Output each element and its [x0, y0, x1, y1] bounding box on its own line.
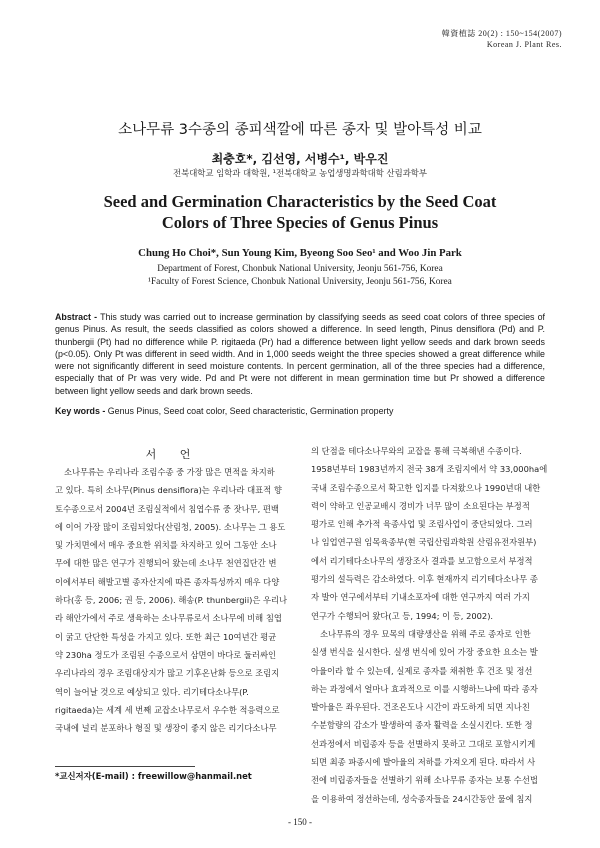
body-line: 이에서부터 해발고별 종자산지에 따른 종자특성까지 매우 다양 [55, 576, 280, 587]
korean-authors: 최충호*, 김선영, 서병수¹, 박우진 [211, 152, 389, 166]
body-line: 및 가치면에서 매우 중요한 위치를 차지하고 있어 그동안 소나 [55, 540, 277, 551]
body-line: 아율이라 할 수 있는데, 실제로 종자를 채취한 후 건조 및 정선 [311, 665, 533, 676]
abstract-line: Pr showed a difference between light yellow seeds and dark brown seeds. [55, 373, 545, 396]
english-authors: Chung Ho Choi*, Sun Young Kim, Byeong Soo Seo¹ and Woo Jin Park [138, 247, 462, 259]
keywords [55, 406, 545, 416]
body-line: 토수종으로서 2004년 조림실적에서 침엽수류 중 잣나무, 편백 [55, 503, 279, 514]
body-line: rigitaeda)는 세계 세 번째 교잡소나무로서 우수한 적응력으로 [55, 704, 280, 715]
abstract-line: thunbergii (Pt) had no difference while P. rigitaeda (Pr) had a difference between light yellow seeds and dark brown [55, 336, 519, 347]
left-column [55, 463, 291, 737]
body-line: 국내 조림수종으로서 확고한 입지를 다져왔으나 1990년대 내한 [311, 482, 541, 493]
body-line: 연구가 수행되어 왔다(고 등, 1994; 이 등, 2002). [311, 610, 494, 621]
keywords-label: Key words - [55, 406, 106, 416]
english-affiliation [0, 263, 600, 289]
english-affiliation-2: ¹Faculty of Forest Science, Chonbuk National University, Jeonju 561-756, Korea [148, 277, 452, 287]
body-line: 약 230ha 정도가 조림된 수종으로서 삼면이 바다로 둘러싸인 [55, 649, 276, 660]
body-line: 라 해안가에서 주로 생육하는 소나무류로서 소나무에 비해 침엽 [55, 613, 282, 624]
body-line: 평가로 인해 추가적 육종사업 및 조림사업이 중단되었다. 그러 [311, 519, 533, 530]
corresponding-author-footnote: *교신저자(E-mail) : freewillow@hanmail.net [55, 771, 252, 781]
korean-affiliation: 전북대학교 임학과 대학원, ¹전북대학교 농업생명과학대학 산림과학부 [173, 168, 427, 178]
english-title [0, 191, 600, 233]
section-title-introduction: 서 언 [145, 448, 201, 461]
body-line: 자 발아 연구에서부터 기내소포자에 대한 연구까지 여러 가지 [311, 592, 530, 603]
body-line: 의 단점을 테다소나무와의 교잡을 통해 극복해낸 수종이다. [311, 446, 522, 456]
journal-citation-korean: 韓資植誌 20(2) : 150~154(2007) [441, 29, 562, 38]
abstract-line: genus Pinus. As result, the seeds classified as colors showed a difference. In seed length, Pinus densiflora (Pd) and P. [55, 324, 545, 335]
body-line: 에서 리기테다소나무의 생장조사 결과를 보고함으로서 부정적 [311, 555, 533, 566]
journal-citation-english: Korean J. Plant Res. [486, 40, 562, 49]
body-line: 1958년부터 1983년까지 전국 38개 조림지에서 약 33,000ha에 [311, 464, 547, 475]
body-line: 역이 늘어날 것으로 예상되고 있다. 리기테다소나무(P. [55, 686, 249, 697]
abstract-label: Abstract - [55, 312, 98, 322]
english-title-line-1: Seed and Germination Characteristics by the Seed Coat [103, 192, 497, 211]
abstract-line: difference while were not significantly different in seed moisture contents. In percent germination, all of the three [55, 348, 545, 372]
body-line: 을 이용하여 정선하는데, 성숙종자들을 24시간동안 물에 침지 [311, 793, 533, 804]
right-column [311, 442, 547, 808]
body-line: 하는 과정에서 얼마나 효과적으로 이를 시행하느냐에 따라 종자 [311, 683, 538, 694]
journal-citation [442, 28, 562, 50]
body-line: 고 있다. 특히 소나무(Pinus densiflora)는 우리나라 대표적 향 [55, 485, 282, 496]
abstract-line: This study was carried out to increase germination by classifying seeds as seed coat colors of three species of [100, 312, 545, 322]
body-line: 수분함량의 감소가 발생하여 종자 활력을 소실시킨다. 또한 정 [311, 720, 533, 731]
body-line: 이 굵고 단단한 특성을 가지고 있다. 또한 최근 10여년간 평균 [55, 631, 277, 642]
page-number: - 150 - [288, 817, 312, 827]
body-line: 전에 비립종자들을 선별하기 위해 소나무류 종자는 보통 수선법 [311, 775, 538, 786]
body-line: 하다(홍 등, 2006; 권 등, 2006). 해송(P. thunbergii)은 우리나 [55, 595, 288, 606]
body-line: 평가의 설득력은 감소하였다. 이후 현재까지 리기테다소나무 종 [311, 574, 538, 585]
korean-title: 소나무류 3수종의 종피색깔에 따른 종자 및 발아특성 비교 [118, 122, 482, 138]
body-line: 나 임업연구원 임목육종부(현 국립산림과학원 산림유전자원부) [311, 537, 537, 548]
body-line: 되면 최종 파종시에 발아율의 저하를 가져오게 된다. 따라서 사 [311, 757, 536, 768]
abstract [55, 311, 545, 397]
english-title-line-2: Colors of Three Species of Genus Pinus [161, 213, 439, 232]
footnote-divider [55, 766, 195, 767]
abstract-line: species had a difference, especially that of Pr was very wide. Pd and Pt were not different in mean germination time but [55, 361, 546, 384]
abstract-line: seeds (p<0.05). Only Pt was different in seed width. And in 1,000 seeds weight the three species showed a great [55, 336, 545, 359]
body-line: 소나무류는 우리나라 조림수종 중 가장 많은 면적을 차지하 [64, 467, 275, 477]
body-line: 에 이어 가장 많이 조림되었다(산림청, 2005). 소나무는 그 용도 [55, 521, 286, 532]
body-line: 우리나라의 경우 조림대상지가 많고 기후온난화 등으로 조림지 [55, 668, 280, 679]
body-line: 무에 대한 많은 연구가 진행되어 왔는데 소나무 천연집단간 변 [55, 558, 277, 569]
body-line: 선과정에서 비립종자 등을 선별하지 못하고 그대로 포함시키게 [311, 738, 536, 749]
keywords-text: Genus Pinus, Seed coat color, Seed characteristic, Germination property [107, 406, 394, 416]
body-line: 력이 약하고 인공교배시 경비가 너무 많이 소요된다는 부정적 [311, 500, 530, 511]
body-line: 실생 번식을 실시한다. 실생 번식에 있어 가장 중요한 요소는 발 [311, 647, 538, 658]
body-line: 발아율은 좌우된다. 건조온도나 시간이 과도하게 되면 지나친 [311, 702, 530, 713]
body-line: 소나무류의 경우 묘목의 대량생산을 위해 주로 종자로 인한 [320, 628, 531, 639]
english-affiliation-1: Department of Forest, Chonbuk National University, Jeonju 561-756, Korea [157, 264, 443, 274]
body-line: 국내에 널리 분포하나 형질 및 생장이 좋지 않은 리기다소나무 [55, 723, 277, 734]
